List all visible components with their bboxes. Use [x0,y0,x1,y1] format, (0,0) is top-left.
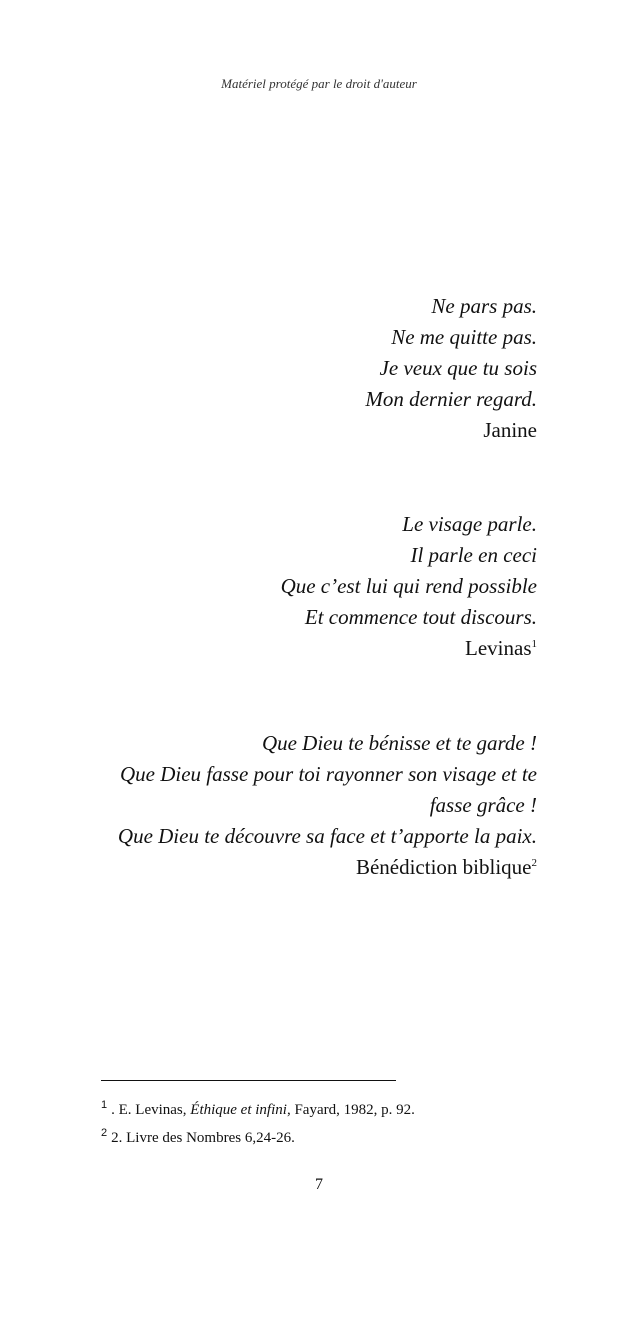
footnotes [101,1096,415,1152]
epigraph-line: fasse grâce ! [429,793,537,817]
footnote-ref-2[interactable]: 2 [531,857,537,869]
epigraph-line: Que c’est lui qui rend possible [280,574,537,598]
epigraph-attribution [97,852,537,883]
epigraph-line: Que Dieu fasse pour toi rayonner son visage et te [119,762,537,786]
epigraph-line: Ne me quitte pas. [391,325,537,349]
footnote-text: 2. Livre des Nombres 6,24-26. [111,1130,295,1146]
footnote-2 [101,1124,415,1152]
footnote-1 [101,1096,415,1124]
epigraph-line: Le visage parle. [402,512,537,536]
epigraph-line: Il parle en ceci [410,543,537,567]
footnote-number: 2 [101,1127,108,1139]
epigraph-attribution [365,415,537,446]
epigraph-line: Que Dieu te découvre sa face et t’apporte la paix. [117,824,537,848]
epigraph-line: Et commence tout discours. [304,605,537,629]
attribution-name: Bénédiction biblique [355,855,532,879]
page-number: 7 [315,1176,323,1193]
epigraph-line: Je veux que tu sois [379,356,537,380]
footnote-book-title: Éthique et infini [190,1102,287,1118]
copyright-watermark: Matériel protégé par le droit d'auteur [221,76,417,91]
footnote-ref-1[interactable]: 1 [531,638,537,650]
epigraph-benediction [97,728,537,883]
footnote-number: 1 [101,1099,108,1111]
footnote-divider [101,1080,396,1081]
footnote-text: , Fayard, 1982, p. 92. [286,1102,415,1118]
attribution-name: Janine [483,418,537,442]
footnote-text: . E. Levinas, [111,1102,191,1118]
epigraph-attribution [281,633,537,664]
epigraph-levinas [281,509,537,664]
epigraph-line: Mon dernier regard. [365,387,537,411]
attribution-name: Levinas [465,636,532,660]
epigraph-line: Que Dieu te bénisse et te garde ! [261,731,537,755]
epigraph-line: Ne pars pas. [431,294,537,318]
epigraph-janine [365,291,537,446]
